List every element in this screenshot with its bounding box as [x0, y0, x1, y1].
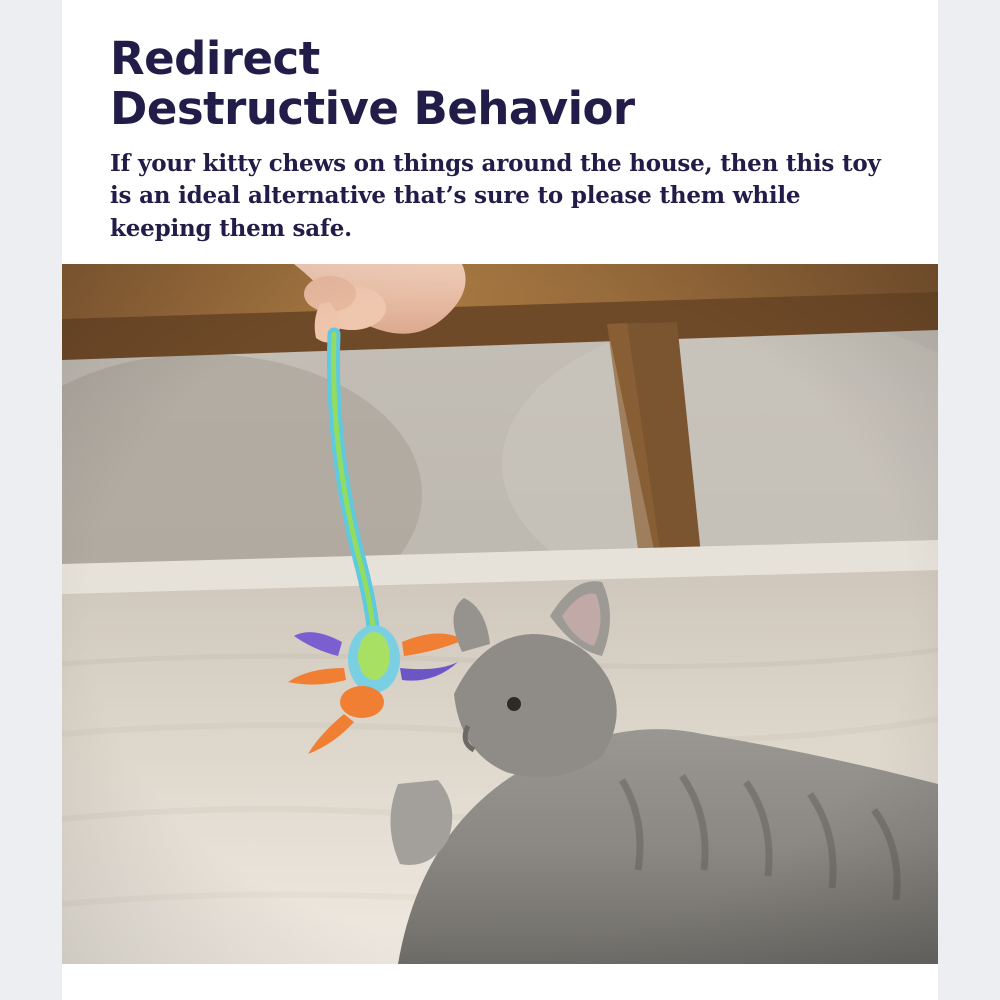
product-photo [62, 264, 938, 964]
photo-illustration [62, 264, 938, 964]
subcopy-text: If your kitty chews on things around the house, then this toy is an ideal alternative that’s sure to please them while keeping them safe. [110, 149, 881, 243]
headline-line-1: Redirect [110, 32, 320, 85]
promo-card [62, 0, 938, 1000]
headline-line-2: Destructive Behavior [110, 82, 635, 136]
text-block [62, 0, 938, 264]
page-title [110, 34, 938, 135]
